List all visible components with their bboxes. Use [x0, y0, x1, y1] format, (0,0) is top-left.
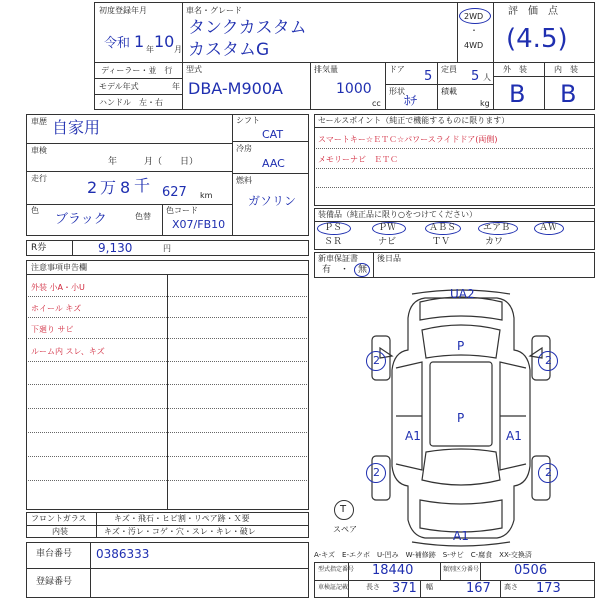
- damage-mark-wheel-rr: 2: [545, 466, 552, 479]
- divider: [26, 568, 309, 569]
- equip-ps: ＰＳ: [324, 223, 343, 233]
- doors: 5: [424, 69, 433, 84]
- registration-year: 1: [134, 32, 145, 51]
- note-line-3: 下廻り サビ: [31, 325, 74, 334]
- color-code-label: 色コード: [166, 206, 198, 215]
- overall-score: (4.5): [506, 24, 568, 54]
- recycle-amount: 9,130: [98, 241, 133, 255]
- damage-mark-hood: P: [457, 339, 465, 353]
- drive-2wd: 2WD: [464, 12, 484, 21]
- interior-grade: B: [560, 80, 577, 108]
- color: ブラック: [55, 212, 107, 227]
- model-year-label: モデル年式: [99, 82, 139, 91]
- cc-unit: cc: [372, 99, 381, 108]
- car-grade-label: 車名・グレード: [186, 6, 242, 15]
- spare-code: T: [340, 504, 347, 515]
- equip-airbag: エアＢ: [483, 223, 511, 233]
- equip-tv: ＴＶ: [432, 237, 451, 247]
- length: 371: [392, 581, 417, 596]
- exterior-label: 外 装: [503, 65, 527, 74]
- grade: カスタムG: [188, 40, 270, 60]
- door-label: ドア: [389, 65, 405, 74]
- equipment-label: 装備品（純正品に限り○をつけてください）: [318, 210, 477, 219]
- divider: [90, 542, 91, 598]
- load-unit: kg: [480, 99, 490, 108]
- interior-cond-label: 内装: [52, 527, 68, 536]
- damage-mark-wheel-rl: 2: [373, 466, 380, 479]
- height-label: 高さ: [504, 583, 518, 591]
- note-line-4: ルーム内 スレ、キズ: [31, 347, 105, 356]
- inspection-label: 車検: [31, 146, 47, 155]
- mileage-man-unit: 万: [100, 178, 117, 197]
- car-name: タンクカスタム: [188, 18, 307, 38]
- new-car-warranty-label: 新車保証書: [318, 254, 358, 263]
- equip-pw: ＰＷ: [378, 223, 397, 233]
- shift: CAT: [262, 128, 284, 141]
- mileage-sen: 8: [120, 178, 131, 197]
- damage-mark-right-side: A1: [506, 429, 522, 443]
- interior-cond-options: キズ・汚レ・コゲ・穴・スレ・キレ・破レ: [104, 527, 256, 536]
- shift-label: シフト: [236, 116, 260, 125]
- inspection-format: 年 月（ 日）: [108, 157, 199, 167]
- record-label: 後日品: [377, 254, 401, 263]
- ac-label: 冷房: [236, 144, 252, 153]
- capacity: 5: [471, 69, 480, 84]
- equip-leather: カワ: [485, 237, 504, 247]
- mileage-label: 走行: [31, 174, 47, 183]
- load-label: 積載: [441, 87, 457, 96]
- note-line-2: ホイール キズ: [31, 304, 82, 313]
- class-label: 類別区分番号: [443, 566, 480, 573]
- damage-mark-rear-bumper: A1: [453, 529, 469, 543]
- color-code: X07/FB10: [172, 218, 226, 231]
- mileage-rest: 627: [162, 185, 187, 200]
- recycle-label: R券: [31, 243, 47, 253]
- registration-month: 10: [154, 32, 175, 51]
- fuel-label: 燃料: [236, 176, 252, 185]
- mileage-man: 2: [87, 178, 98, 197]
- equip-abs: ＡＢＳ: [429, 223, 457, 233]
- handle-label: ハンドル 左・右: [99, 98, 163, 107]
- width: 167: [466, 581, 491, 596]
- damage-legend: A-キズ E-エクボ U-凹み W-補修跡 S-サビ C-腐食 XX-交換済: [314, 551, 532, 559]
- chassis-label: 車台番号: [36, 549, 73, 559]
- height: 173: [536, 581, 561, 596]
- capacity-unit: 人: [483, 73, 491, 82]
- capacity-label: 定員: [441, 65, 457, 74]
- cert-number: 18440: [372, 563, 414, 578]
- model-year-unit: 年: [172, 82, 180, 91]
- km-unit: km: [200, 191, 213, 200]
- class-number: 0506: [514, 563, 548, 578]
- spare-label: スペア: [333, 525, 357, 534]
- first-registration-label: 初度登録年月: [99, 6, 147, 15]
- interior-label: 内 装: [554, 65, 578, 74]
- damage-mark-wheel-fr: 2: [545, 354, 552, 367]
- color-change-label: 色替: [135, 212, 151, 221]
- drive-4wd: 4WD: [464, 41, 484, 50]
- form-label: 形状: [389, 87, 405, 96]
- drive-separator: ・: [470, 26, 478, 35]
- divider: [480, 562, 481, 580]
- damage-mark-left-side: A1: [405, 429, 421, 443]
- equip-navi: ナビ: [378, 237, 397, 247]
- score-label: 評 価 点: [508, 6, 558, 17]
- exterior-grade: B: [509, 80, 526, 108]
- divider: [440, 562, 441, 580]
- dealer-label: ディーラー・並 行: [101, 66, 173, 75]
- damage-mark-roof: P: [457, 411, 465, 425]
- front-glass-options: キズ・飛石・ヒビ割・リペア跡・Ｘ要: [114, 514, 250, 523]
- divider: [26, 525, 309, 526]
- front-glass-label: フロントガラス: [31, 514, 87, 523]
- era: 令和: [104, 36, 131, 51]
- year-unit: 年: [146, 45, 154, 54]
- model-label: 型式: [186, 65, 202, 74]
- sales-points-label: セールスポイント（純正で機能するものに限ります）: [318, 116, 510, 125]
- history-label: 車歴: [31, 117, 47, 126]
- length-label: 長さ: [366, 583, 380, 591]
- equip-sr: ＳＲ: [324, 237, 343, 247]
- notes-label: 注意事項申告欄: [31, 263, 87, 272]
- usage-type: 自家用: [52, 118, 101, 137]
- cert-label: 型式指定番号: [318, 566, 355, 573]
- displacement-label: 排気量: [314, 65, 338, 74]
- model-code: DBA-M900A: [188, 79, 283, 98]
- dims-label: 車検証記載: [318, 584, 349, 591]
- sales-point-line1: スマートキー☆ＥＴＣ☆パワースライドドア(両側): [318, 135, 498, 144]
- width-label: 幅: [426, 583, 433, 591]
- damage-mark-front-bumper: UA2: [450, 287, 475, 301]
- sales-point-line2: メモリーナビ ＥＴＣ: [318, 155, 398, 164]
- body-form: ﾎﾁ: [404, 94, 417, 109]
- displacement: 1000: [336, 81, 372, 97]
- equip-aw: ＡＷ: [539, 223, 558, 233]
- fuel: ガソリン: [248, 194, 297, 208]
- color-label: 色: [31, 206, 39, 215]
- damage-mark-wheel-fl: 2: [373, 354, 380, 367]
- warranty-choice: 有 ・ 無: [322, 265, 368, 275]
- ac: AAC: [262, 157, 285, 170]
- divider: [500, 580, 501, 598]
- note-line-1: 外装 小A・小U: [31, 283, 85, 292]
- mileage-sen-unit: 千: [134, 176, 151, 195]
- month-unit: 月: [174, 45, 182, 54]
- recycle-unit: 円: [163, 244, 171, 253]
- registration-label: 登録番号: [36, 577, 73, 587]
- divider: [420, 580, 421, 598]
- chassis-number: 0386333: [96, 547, 150, 561]
